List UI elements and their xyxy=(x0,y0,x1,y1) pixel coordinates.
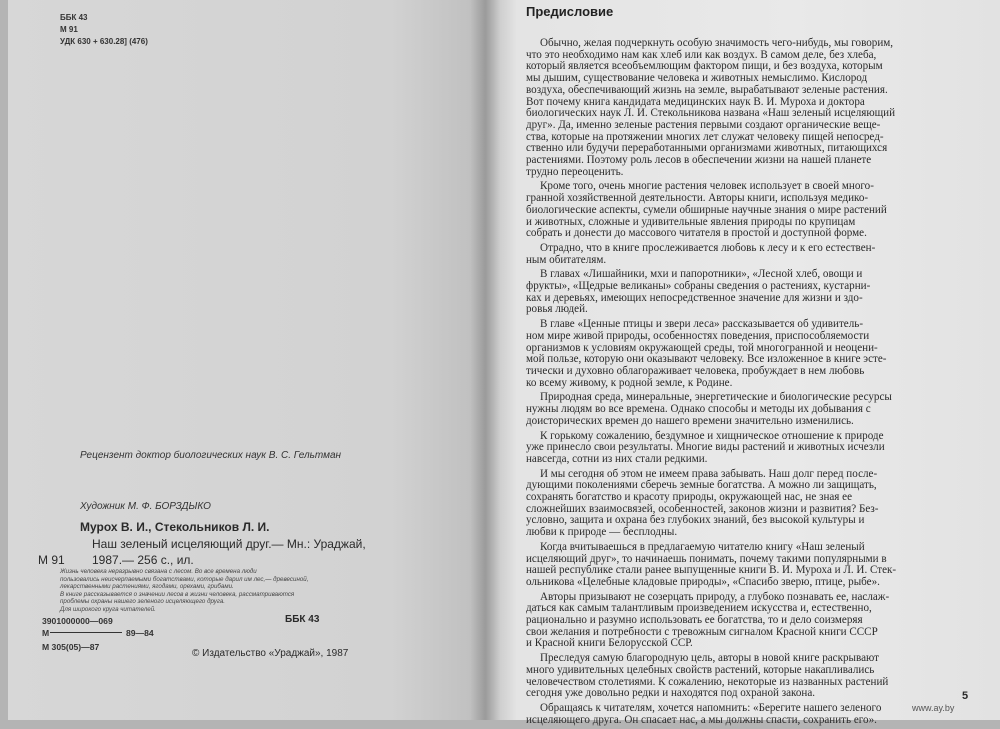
preface-body xyxy=(526,38,970,729)
formula-divider xyxy=(50,632,122,633)
text-line: нашей республике стали ранее выпущенные книги В. И. Муроха и Л. И. Стек- xyxy=(526,564,897,577)
text-line: сегодня уже довольно редки и находятся под охраной закона. xyxy=(526,687,816,700)
text-line: ства, которые на протяжении многих лет служат человеку пищей непосред- xyxy=(526,130,884,143)
text-line: Авторы призывают не созерцать природу, а глубоко познавать ее, наслаж- xyxy=(540,590,890,603)
code-line: М 91 xyxy=(60,25,78,34)
preface-paragraph xyxy=(526,269,970,316)
text-line: мы дышим, существование человека и животных немыслимо. Кислород xyxy=(526,72,868,85)
text-line: любви к природе — бесплодны. xyxy=(526,526,678,539)
text-line: человечеством столетиями. К сожалению, некоторые из названных растений xyxy=(526,675,889,688)
text-line: ном мире живой природы, особенностях поведения, приспособляемости xyxy=(526,329,870,342)
text-line: Отрадно, что в книге прослеживается любовь к лесу и к его естествен- xyxy=(540,241,876,254)
text-line: рационально и разумно использовать ее богатства, то и дело соизмеряя xyxy=(526,614,863,627)
code-line: УДК 630 + 630.28] (476) xyxy=(60,37,148,46)
text-line: и животных, сложные и удивительные явления природы по крупицам xyxy=(526,215,856,228)
text-line: тически и духовно облагораживает человека, пробуждает в нем любовь xyxy=(526,364,865,377)
text-line: Обычно, желая подчеркнуть особую значимость чего-нибудь, мы говорим, xyxy=(540,37,894,49)
copyright-notice: © Издательство «Ураджай», 1987 xyxy=(192,648,349,659)
text-line: собрать и донести до массового читателя в простой и доступной форме. xyxy=(526,227,867,240)
text-line: растениями. Поэтому роль лесов в обеспечении жизни на нашей планете xyxy=(526,154,872,167)
text-line: который является всеобъемлющим фактором пищи, и без воздуха, которым xyxy=(526,60,883,73)
text-line: Обращаясь к читателям, хочется напомнить: «Берегите нашего зеленого xyxy=(540,701,882,714)
formula-denominator: М 305(05)—87 xyxy=(42,642,100,652)
preface-paragraph xyxy=(526,181,970,240)
text-line: навсегда, сотни из них стали редкими. xyxy=(526,452,708,465)
annotation-line: пользовались неисчерпаемыми богатствами, которые дарил им лес,— древесиной, xyxy=(60,575,309,583)
page-number: 5 xyxy=(962,690,969,702)
text-line: гранной хозяйственной деятельности. Авторы книги, используя медико- xyxy=(526,192,869,205)
preface-paragraph xyxy=(526,542,970,589)
text-line: воздуха, обеспечивающий жизнь на земле, вырабатывают зеленые растения. xyxy=(526,83,888,96)
text-line: дующими поколениями сберечь земные богатства. А можно ли защищать, xyxy=(526,479,877,492)
authors-text: Мурох В. И., Стекольников Л. И. xyxy=(80,520,270,534)
watermark: www.ay.by xyxy=(912,703,955,713)
text-line: сложнейших взаимосвязей, особенностей, законов жизни и развития? Без- xyxy=(526,502,879,515)
preface-paragraph xyxy=(526,653,970,700)
text-line: друг». Да, именно зеленые растения первыми создают органические веще- xyxy=(526,118,881,131)
text-line: исцеляющий друг», то начинаешь понимать, почему такими популярными в xyxy=(526,552,887,565)
text-line: биологических наук Л. И. Стекольникова названа «Наш зеленый исцеляющий xyxy=(526,107,896,120)
preface-paragraph xyxy=(526,431,970,466)
text-line: Преследуя самую благородную цель, авторы в новой книге раскрывают xyxy=(540,652,879,665)
text-line: И мы сегодня об этом не имеем права забывать. Наш долг перед после- xyxy=(540,467,878,480)
formula-range: 89—84 xyxy=(126,628,154,638)
text-line: нужны людям во все времена. Однако способы и методы их добывания с xyxy=(526,403,871,416)
bibliographic-title: Наш зеленый исцеляющий друг.— Мн.: Ураджай, xyxy=(92,537,366,551)
text-line: мой пользе, которую они оказывают человеку. Все изложенное в книге эсте- xyxy=(526,353,887,366)
text-line: доисторических времен до нашего времени значительно изменились. xyxy=(526,414,854,427)
text-line: В главах «Лишайники, мхи и папоротники», «Лесной хлеб, овощи и xyxy=(540,268,863,281)
annotation-line: Жизнь человека неразрывно связана с лесом. Во все времена люди xyxy=(60,568,257,575)
text-line: Природная среда, минеральные, энергетические и биологические ресурсы xyxy=(540,391,892,404)
text-line: фрукты», «Щедрые великаны» собраны сведения о растениях, кустарни- xyxy=(526,280,871,293)
text-line: условно, защита и охрана без глубоких знаний, без высокой культуры и xyxy=(526,514,865,527)
text-line: исцеляющего друга. Он спасает нас, а мы должны спасти, сохранить его». xyxy=(526,713,877,726)
book-gutter xyxy=(470,0,500,720)
text-line: Когда вчитываешься в предлагаемую читателю книгу «Наш зеленый xyxy=(540,540,865,553)
text-line: Кроме того, очень многие растения человек использует в своей много- xyxy=(540,180,874,193)
preface-paragraph xyxy=(526,392,970,427)
preface-paragraph xyxy=(526,469,970,539)
text-line: В главе «Ценные птицы и звери леса» рассказывается об удивитель- xyxy=(540,318,864,331)
text-line: уже принесло свои результаты. Многие виды растений и животных исчезли xyxy=(526,441,885,454)
annotation-line: Для широкого круга читателей. xyxy=(60,605,156,613)
text-line: ольникова «Целебные кладовые природы», «Спасибо зверю, птице, рыбе». xyxy=(526,575,880,588)
annotation-line: лекарственными растениями, ягодами, орехами, грибами. xyxy=(60,583,234,591)
text-line: много удивительных целебных свойств растений, которые накапливались xyxy=(526,663,875,676)
text-line: К горькому сожалению, бездумное и хищническое отношение к природе xyxy=(540,429,884,442)
text-line: ственно или будучи переработанными организмами животных, питающихся xyxy=(526,142,888,155)
preface-paragraph xyxy=(526,319,970,389)
text-line: организмов к условиям окружающей среды, той многогранной и неоцени- xyxy=(526,341,878,354)
code-line: ББК 43 xyxy=(60,13,88,22)
formula-letter: М xyxy=(42,628,50,638)
annotation-line: проблемы охраны нашего зеленого исцеляющего друга. xyxy=(60,598,225,606)
text-line: ко всему живому, к родной земле, к Родине. xyxy=(526,376,733,389)
author-index-code: М 91 xyxy=(38,553,65,567)
annotation-line: В книге рассказывается о значении лесов в жизни человека, рассматриваются xyxy=(60,590,295,598)
text-line: ным обитателям. xyxy=(526,253,607,266)
text-line: что это необходимо нам как хлеб или как воздух. В самом деле, без хлеба, xyxy=(526,48,877,61)
bibliographic-authors xyxy=(80,520,270,534)
bbk-code: ББК 43 xyxy=(285,614,320,625)
text-line: биологические аспекты, сумели обширные научные знания о мире растений xyxy=(526,203,887,216)
preface-paragraph xyxy=(526,703,970,726)
reviewer-credit: Рецензент доктор биологических наук В. С. Гельтман xyxy=(80,450,342,461)
text-line: сохранять богатство и красоту природы, окружающей нас, не зная ее xyxy=(526,491,853,504)
text-line: свои желания и потребности с тревожным сигналом Красной книги СССР xyxy=(526,625,878,638)
text-line: ровья людей. xyxy=(526,303,588,316)
artist-credit: Художник М. Ф. БОРЗДЫКО xyxy=(80,501,211,512)
page-title: Предисловие xyxy=(526,4,614,19)
text-line: ках и деревьях, имеющих непосредственное значение для жизни и здо- xyxy=(526,291,863,304)
preface-paragraph xyxy=(526,592,970,651)
preface-paragraph xyxy=(526,38,970,178)
formula-numerator: 3901000000—069 xyxy=(42,616,113,626)
text-line: трудно переоценить. xyxy=(526,165,624,178)
annotation xyxy=(60,568,365,614)
preface-paragraph xyxy=(526,243,970,266)
text-line: Вот почему книга кандидата медицинских наук В. И. Муроха и доктора xyxy=(526,95,865,108)
text-line: даться как самым талантливым произведением искусства и, естественно, xyxy=(526,602,872,615)
bibliographic-imprint: 1987.— 256 с., ил. xyxy=(92,553,194,567)
classification-codes xyxy=(60,12,148,48)
text-line: и Красной книги Белорусской ССР. xyxy=(526,637,693,650)
